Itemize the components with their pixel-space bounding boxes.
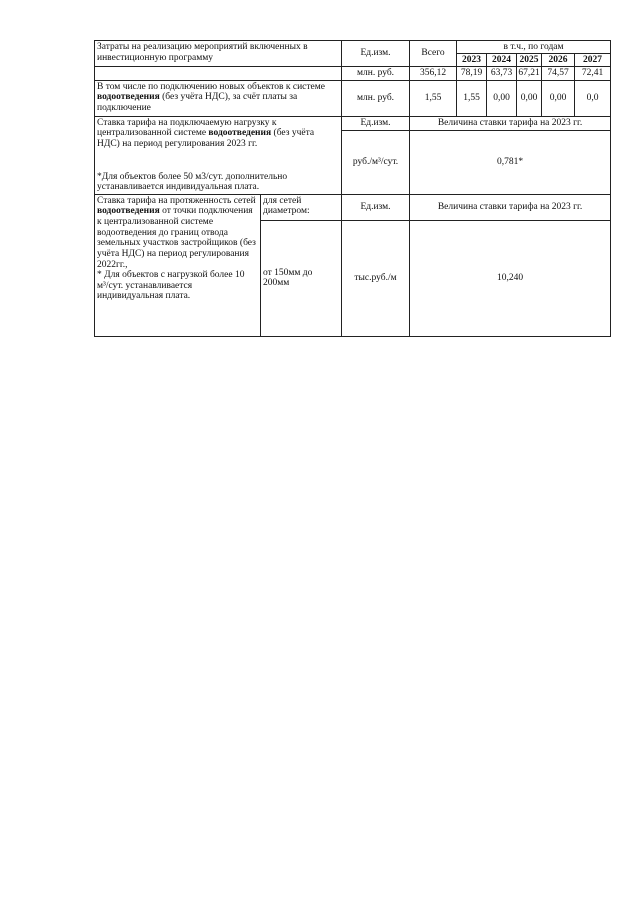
investment-year-value: 72,41 (575, 67, 611, 81)
load-rate-note: *Для объектов более 50 м3/сут. дополнительно устанавливается индивидуальная плата. (97, 171, 288, 193)
length-rate-value: 10,240 (410, 220, 611, 336)
length-rate-unit: тыс.руб./м (342, 220, 410, 336)
load-rate-description: Ставка тарифа на подключаемую нагрузку к централизованной системе водоотведения (без учёта НДС) на период регулирования 2023 гг. *Для объектов более 50 м3/сут. дополнительно устанавливается индивидуальная плата. (95, 116, 342, 194)
diameter-header: для сетей диаметром: (261, 194, 342, 220)
length-rate-description: Ставка тарифа на протяженность сетей водоотведения от точки подключения к централизованной системе водоотведения до границ отвода земельных участков застройщиков (без учёта НДС) на период регулирования 2022гг., * Для объектов с нагрузкой более 10 м³/сут. устанавливается индивидуальная плата. (95, 194, 261, 336)
investment-title: Затраты на реализацию мероприятий включенных в инвестиционную программу (95, 41, 342, 67)
connection-unit: млн. руб. (342, 80, 410, 116)
connection-total: 1,55 (410, 80, 457, 116)
year-header: 2026 (542, 54, 575, 67)
connection-year-value: 0,0 (575, 80, 611, 116)
length-rate-unit-header: Ед.изм. (342, 194, 410, 220)
load-rate-unit: руб./м³/сут. (342, 130, 410, 194)
year-header: 2027 (575, 54, 611, 67)
investment-year-value: 67,21 (517, 67, 542, 81)
investment-total: 356,12 (410, 67, 457, 81)
investment-empty-cell (95, 67, 342, 81)
connection-year-value: 0,00 (542, 80, 575, 116)
load-rate-unit-header: Ед.изм. (342, 116, 410, 130)
load-rate-value-header: Величина ставки тарифа на 2023 гг. (410, 116, 611, 130)
connection-description: В том числе по подключению новых объектов к системе водоотведения (без учёта НДС), за счёт платы за подключение (95, 80, 342, 116)
investment-total-header: Всего (410, 41, 457, 67)
tariff-table (94, 40, 611, 337)
year-header: 2023 (457, 54, 487, 67)
investment-year-value: 74,57 (542, 67, 575, 81)
connection-year-value: 0,00 (487, 80, 517, 116)
investment-year-value: 78,19 (457, 67, 487, 81)
load-rate-value: 0,781* (410, 130, 611, 194)
diameter-range: от 150мм до 200мм (261, 220, 342, 336)
year-header: 2024 (487, 54, 517, 67)
year-header: 2025 (517, 54, 542, 67)
investment-unit-header: Ед.изм. (342, 41, 410, 67)
investment-year-value: 63,73 (487, 67, 517, 81)
connection-year-value: 0,00 (517, 80, 542, 116)
investment-years-header: в т.ч., по годам (457, 41, 611, 54)
length-rate-note: * Для объектов с нагрузкой более 10 м³/сут. устанавливается индивидуальная плата. (97, 270, 245, 302)
connection-year-value: 1,55 (457, 80, 487, 116)
investment-unit: млн. руб. (342, 67, 410, 81)
length-rate-value-header: Величина ставки тарифа на 2023 гг. (410, 194, 611, 220)
